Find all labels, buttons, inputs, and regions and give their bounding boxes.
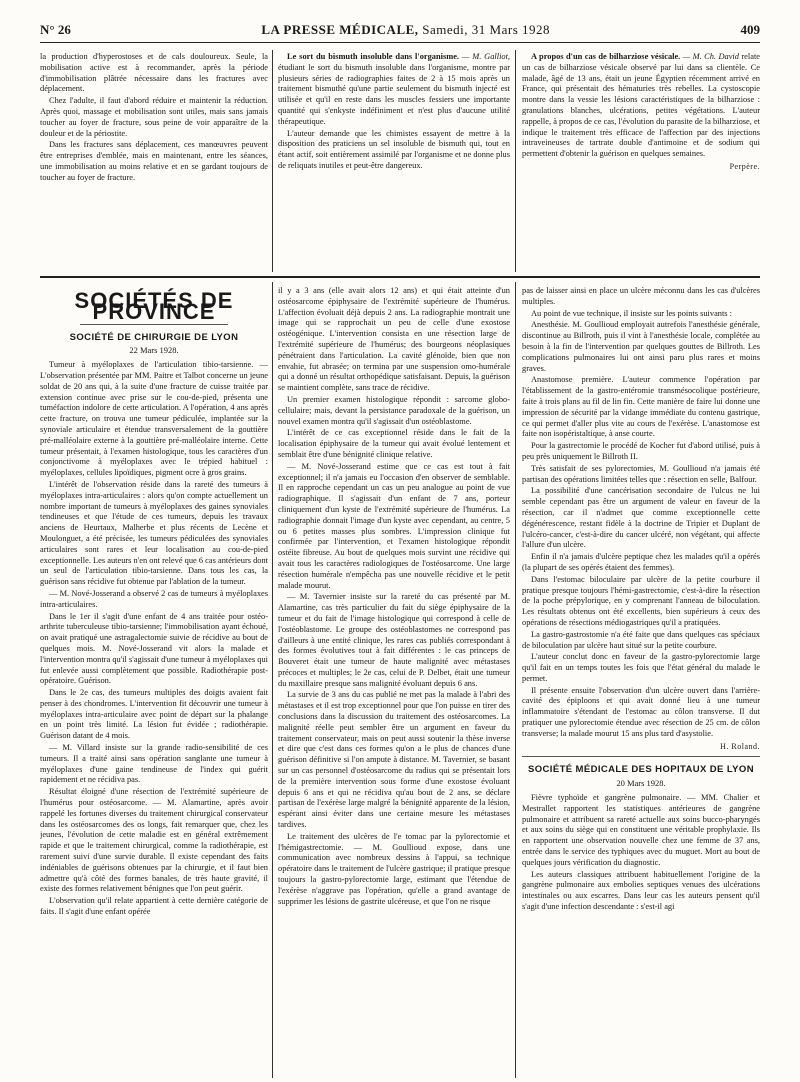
top-column-2 [278,52,510,272]
bottom-column-3 [522,286,760,1076]
paragraph: Résultat éloigné d'une résection de l'extrémité supérieure de l'humérus pour ostéosarcome. — M. Alamartine, après avoir rappelé les fortunes diverses du traitement chirurgical conservateur dans les ostéosarcomes des os longs, fait remarquer que, chez les jeunes, l'évolution de cette maladie est en général extrêmement rapide et que le traitement chirurgical, comme la radiothérapie, est rarement suivi d'une survie durable. Il existe cependant des faits indéniables de guérisons obtenues par la chirurgie, et il faut bien admettre qu'à côté des formes banales, de très haute gravité, il existe des formes relativement bénignes que l'on peut guérir. [40,787,268,894]
paragraph: — M. Nové-Josserand a observé 2 cas de tumeurs à myéloplaxes intra-articulaires. [40,588,268,609]
paragraph: Pour la gastrectomie le procédé de Kocher fut d'abord utilisé, puis à peu près uniquement le Billroth II. [522,441,760,461]
paragraph: Fièvre typhoïde et gangrène pulmonaire. — MM. Chalier et Mestrallet rapportent les statistiques antérieures de gangrène pulmonaire et attribuent sa rareté actuelle aux soins bucco-pharyngés et aux soins du siège qui en constituent une véritable prophylaxie. Ils en rapportent une observation nouvelle chez une femme de 37 ans, entrée dans le service des typhiques avec du muguet. Mort au bout de quelques jours vérification du diagnostic. [522,793,760,867]
paragraph: La gastro-gastrostomie n'a été faite que dans quelques cas spéciaux de biloculation par ulcère haut situé sur la petite courbure. [522,629,760,650]
paragraph: il y a 3 ans (elle avait alors 12 ans) et qui était atteinte d'un ostéosarcome épiphysaire de l'extrémité supérieure de l'humérus. L'affection évoluait déjà depuis 2 ans. La radiographie montrait une image qui se rapprochait un peu de celle d'une exostose ostéogénique. L'intervention consista en une résection large de l'extrémité supérieure de l'humérus; des bourgeons néoplasiques pénétraient dans l'articulation. La cavité glénoïde, bien que non envahie, fut abrasée; on termina par une suspension omo-humérale qui a donné un résultat orthopédique satisfaisant. Depuis, la guérison se maintient complète, sans trace de récidive. [278,286,510,393]
paragraph: — M. Tavernier insiste sur la rareté du cas présenté par M. Alamartine, cas très particulier du fait du siège épiphysaire de la tumeur et du fait de l'image histologique qui correspond à celle de l'ostéoblastome. Le groupe des ostéoblastomes ne correspond pas d'ailleurs à une entité clinique, les rares cas publiés correspondant à des formes évolutives tout à fait différentes : le cas princeps de Bouveret était une tumeur de haute malignité avec métastases précoces et multiples; le 2e cas, celui de P. Delbet, était une tumeur du maxillaire presque sans malignité évoluant depuis 6 ans. [278,592,510,688]
paragraph: Dans le 2e cas, des tumeurs multiples des doigts avaient fait penser à des chondromes. L'intervention fit découvrir une tumeur à myéloplaxes intra-articulaire avec point de départ sur la phalange en un point très limité. La lésion fut évidée ; radiothérapie. Guérison datant de 4 mois. [40,688,268,741]
issue-number: N° 26 [40,22,71,37]
society-heading: SOCIÉTÉ DE CHIRURGIE DE LYON [69,331,239,343]
signature: H. Roland. [720,741,760,751]
paragraph: étudiant le sort du bismuth insoluble dans l'organisme, montre par plusieurs séries de radiographies faites de 2 à 15 mois après un traitement bismuthé qu'une partie seulement du bismuth injecté est utilisée et qu'il en reste dans les muscles fessiers une importante quantité qui s'enkyste indéfiniment et n'est plus d'aucune utilité thérapeutique. [278,62,510,126]
column-divider [272,50,273,272]
article-author: — M. Ch. David [682,52,739,61]
top-column-1 [40,52,268,272]
article-title: Le sort du bismuth insoluble dans l'organisme. [287,52,460,61]
divider [522,756,760,757]
paragraph: Très satisfait de ses pylorectomies, M. Goullioud n'a jamais été partisan des opérations limitées telles que : résection en selle, Balfour. [522,463,760,484]
paragraph: Dans les fractures sans déplacement, ces manœuvres peuvent être entreprises d'emblée, mais en maintenant, entre les séances, une immobilisation au moins relative et en se gardant toujours de toucher au foyer de fracture. [40,140,268,182]
signature: Perpère. [729,161,760,171]
society-heading: SOCIÉTÉ MÉDICALE DES HOPITAUX DE LYON [528,764,754,776]
paragraph: Anesthésie. M. Goullioud employait autrefois l'anesthésie générale, discontinue au Billroth, puis il vint à l'anesthésie locale, complétée au besoin à la fin de l'intervention par quelques gouttes de Billroth. Les complications pulmonaires lui ont ainsi paru plus rares et moins graves. [522,320,760,373]
article-title: A propos d'un cas de bilharziose vésicale. [531,52,681,61]
paragraph: Les auteurs classiques attribuent habituellement l'origine de la gangrène pulmonaire aux embolies septiques venues des ulcérations intestinales ou aux escarres. Dans leur cas les auteurs pensent qu'il s'agit d'une infection descendante : s'est-il agi [522,869,760,912]
paragraph: L'auteur conclut donc en faveur de la gastro-pylorectomie large qu'il fait en un temps toutes les fois que l'état général du malade le permet. [522,652,760,683]
header-rule [40,42,760,43]
paragraph: Anastomose première. L'auteur commence l'opération par l'établissement de la gastro-entéromie transmésocolique postérieure, faite à trois plans au fil de lin fin. Cette manière de faire lui donne une impression de sécurité par la vidange immédiate du contenu gastrique, ce qui permet d'aller plus vite au cours de l'exérèse. L'anastomose est faite non isopéristaltique, à anse courte. [522,375,760,439]
article-author: — M. Galliot, [461,52,510,61]
paragraph: Dans le 1er il s'agit d'une enfant de 4 ans traitée pour ostéo-arthrite tuberculeuse tibio-tarsienne; l'immobilisation ayant échoué, on avait pratiqué une astragalectomie suivie de récidive au bout de quelques mois. M. Nové-Josserand vit alors la malade et l'intervention montra qu'il s'agissait d'une tumeur à myéloplaxes qui fut enlevée aussi complètement que possible. Radiothérapie post-opératoire. Guérison. [40,611,268,686]
paragraph: Un premier examen histologique répondit : sarcome globo-cellulaire; mais, devant la persistance paradoxale de la guérison, un nouvel examen montra qu'il s'agissait d'un ostéoblastome. [278,394,510,426]
page-header [40,22,760,40]
paragraph: Le traitement des ulcères de l'e tomac par la pylorectomie et l'hémigastrectomie. — M. Goullioud expose, dans une communication avec nombreux dessins à l'appui, sa technique opératoire dans le traitement de l'ulcère gastrique; il pratique presque toujours la gastro-pylorectomie large, estimant que l'étendue de l'exérèse n'aggrave pas l'opération, qu'elle a grand avantage de supprimer les lésions de gastrite ulcéreuse, et que l'on ne risque [278,831,510,906]
paragraph: — M. Villard insiste sur la grande radio-sensibilité de ces tumeurs. Il a traité ainsi sans opération sanglante une tumeur à myéloplaxes d'une gaine tendineuse de l'index qui guérit rapidement et ne récidiva pas. [40,743,268,785]
bottom-column-1 [40,286,268,1076]
paragraph: Chez l'adulte, il faut d'abord réduire et maintenir la réduction. Après quoi, massage et mobilisation sont utiles, mais sans jamais toucher au foyer de fracture, sous peine de voir apparaître de la douleur et de la périostite. [40,96,268,138]
paragraph: la production d'hyperostoses et de cals douloureux. Seule, la mobilisation active est à recommander, après la période d'immobilisation plâtrée nécessaire dans les fractures avec déplacement. [40,52,268,94]
paragraph: Enfin il n'a jamais d'ulcère peptique chez les malades qu'il a opérés (la plupart de ses opérés étaient des femmes). [522,552,760,572]
paragraph: — M. Nové-Josserand estime que ce cas est tout à fait exceptionnel; il n'a jamais eu l'occasion d'en observer de semblable. Il en rapproche cependant un cas un peu analogue au point de vue radiographique. Il s'agissait d'un enfant de 7 ans, porteur cliniquement d'un kyste de l'extrémité supérieure de l'humérus. La radiographie donnait l'image d'un kyste avec cependant, au centre, 5 ou 6 petites masses plus sombres. L'impression clinique fut confirmée par l'intervention, et l'examen histologique répondit ostéite fibreuse. Au bout de quelques mois survint une récidive qui avait tous les caractères radiologiques de l'ostéosarcome. Une large résection humérale n'empêcha pas une nouvelle récidive et le petit malade mourut. [278,461,510,590]
column-divider [515,50,516,272]
paragraph: L'intérêt de ce cas exceptionnel réside dans le fait de la localisation épiphysaire de la tumeur qui avait évolué lentement et semblait être d'une bénignité clinique relative. [278,428,510,459]
paragraph: pas de laisser ainsi en place un ulcère méconnu dans les cas d'ulcères multiples. [522,286,760,306]
paragraph: relate un cas de bilharziose vésicale observé par lui dans sa clientèle. Ce malade, âgé de 13 ans, était un jeune Égyptien récemment arrivé en France, qui présentait des hématuries très rebelles. La cystoscopie montre dans la vessie les lésions caractéristiques de la bilharziose : granulations blanches, ulcérations, petites végétations. L'auteur rappelle, à propos de ce cas, l'évolution du parasite de la bilharziose, et indique le traitement très efficace de l'affection par des injections intraveineuses de tartrate double d'antimoine et de sodium qui permettent d'obtenir la guérison en quelques semaines. [522,52,760,159]
paragraph: La survie de 3 ans du cas publié ne met pas la malade à l'abri des métastases et il est trop exceptionnel pour que l'on puisse en tirer des conclusions dans la discussion du traitement des ostéosarcomes. La malignité réelle peut sembler être un argument en faveur du traitement conservateur, mais on peut aussi soutenir la thèse inverse et dire que c'est dans ces formes qu'on a le plus de chances d'une guérison définitive si l'on ampute à distance. M. Tavernier, se basant sur un cas personnel d'ostéosarcome du radius qui se présentait lors de la première intervention sous forme d'une exostose évoluant depuis 6 ans et qui ne récidiva qu'au bout de 2 ans, se déclare partisan de l'exérèse large malgré la bénignité apparente de la lésion, espérant ainsi éviter dans une certaine mesure les métastases tardives. [278,690,510,830]
paragraph: Au point de vue technique, il insiste sur les points suivants : [531,308,732,318]
paragraph: L'intérêt de l'observation réside dans la rareté des tumeurs à myéloplaxes intra-articulaires : alors qu'on compte actuellement un nombre important de tumeurs à myéloplaxes des gaines synoviales tendineuses et que l'étude de ces tumeurs, depuis les travaux anciens de Heurtaux, Malherbe et plus récents de Lecène et Moulonguet, a été précisée, les tumeurs pédiculées des synoviales articulaires sont rares et leur localisation au cou-de-pied exceptionnelle. Les auteurs n'en ont relevé que 6 cas antérieurs dont un seul de l'articulation tibio-tarsienne. Dans tous les cas, la guérison sans récidive fut obtenue par l'ablation de la tumeur. [40,479,268,587]
column-divider [515,282,516,1078]
top-column-3 [522,52,760,272]
paragraph: L'auteur demande que les chimistes essayent de mettre à la disposition des praticiens un sel insoluble de bismuth qui, tout en étant actif, soit entièrement assimilé par l'organisme et ne donne plus de reliquats inutiles et peut-être dangereux. [278,128,510,170]
issue-date: Samedi, 31 Mars 1928 [422,22,551,37]
paragraph: Il présente ensuite l'observation d'un ulcère ouvert dans l'arrière-cavité des épiploons et qui avait donné lieu à une tumeur inflammatoire s'étendant de l'estomac au côlon transverse. Il dut pratiquer une pylorectomie étendue avec résection de 25 cm. de côlon transverse; la malade mourut 15 ans plus tard d'asystolie. [522,685,760,738]
running-title [261,22,550,38]
paragraph: Dans l'estomac biloculaire par ulcère de la petite courbure il pratique presque toujours l'hémi-gastrectomie, c'est-à-dire la résection de la poche prépylorique, en y comprenant l'anneau de biloculation. Les résultats obtenus ont été excellents, bien supérieurs à ceux des opérations de résections médiogastriques qu'il a pratiquées. [522,574,760,627]
page-number: 409 [740,22,760,37]
section-rule [40,276,760,278]
paragraph: Tumeur à myéloplaxes de l'articulation tibio-tarsienne. — L'observation présentée par MM. Paitre et Talbot concerne un jeune soldat de 20 ans qui, à la suite d'une fracture de cuisse traitée par extension continue avec prise sur le cou-de-pied, présenta une tuméfaction indolore de cette articulation. A l'opération, 4 ans après cette fracture, on trouva une tumeur pédiculée, implantée sur la synoviale articulaire et étendue transversalement de la gouttière pré-malléolaire externe à la gouttière pré-malléolaire interne. Cette tumeur présentait, à l'examen histologique, tous les caractères d'un conjonctivome à myéloplaxes avec le trépied habituel : myéloplaxes, cellules lipoïdiques, pigment ocre à gros grains. [40,360,268,478]
section-title: SOCIÉTÉS DE PROVINCE [74,288,234,324]
meeting-date: 22 Mars 1928. [129,345,179,356]
column-divider [272,282,273,1078]
paragraph: L'observation qu'il relate appartient à cette dernière catégorie de faits. Il s'agit d'une enfant opérée [40,896,268,917]
bottom-column-2 [278,286,510,1076]
journal-name: LA PRESSE MÉDICALE, [261,22,419,37]
paragraph: La possibilité d'une cancérisation secondaire de l'ulcus ne lui semble cependant pas être un argument de valeur en faveur de la résection, car il n'admet que comme exceptionnelle cette dégénérescence, restant fidèle à la doctrine de Tripier et Duplant de l'ulcéro-cancer, c'est-à-dire du cancer ulcéré, non végétant, qui affecte l'allure d'un ulcère. [522,486,760,550]
meeting-date: 20 Mars 1928. [616,778,666,789]
